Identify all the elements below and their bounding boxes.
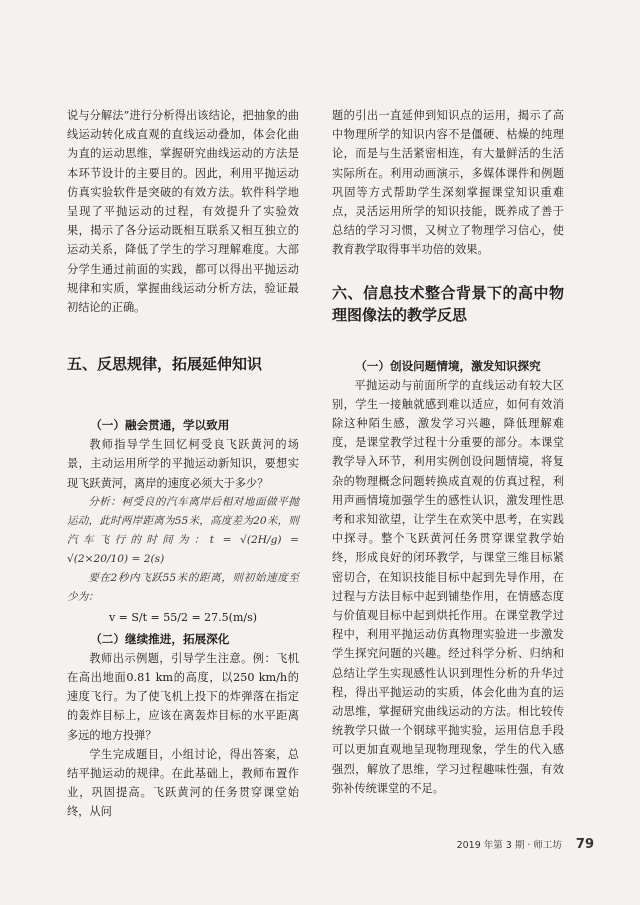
section-heading-5: 五、反思规律，拓展延伸知识 bbox=[67, 355, 263, 374]
page-number: 79 bbox=[575, 837, 594, 852]
paragraph: 教师出示例题，引导学生注意。例：飞机在高出地面0.81 km的高度，以250 km/h的速度飞行。为了使飞机上投下的炸弹落在指定的轰炸目标上，应该在离轰炸目标的水平距离多远的地方投弹？ bbox=[67, 651, 299, 742]
section-heading-6: 六、信息技术整合背景下的高中物理图像法的教学反思 bbox=[332, 283, 564, 324]
issue-label: 2019 年第 3 期 · 师工坊 bbox=[456, 840, 562, 851]
velocity-formula: v = S/t = 55/2 = 27.5(m/s) bbox=[108, 610, 258, 624]
paragraph: 说与分解法”进行分析得出该结论，把抽象的曲线运动转化成直观的直线运动叠加，体会化曲为直的运动思维，掌握研究曲线运动的方法是本环节设计的主要目的。因此，利用平抛运动仿真实验软件是突破的有效方法。软件科学地呈现了平抛运动的过程，有效提升了实验效果，揭示了各分运动既相互联系又相互独立的运动关系，降低了学生的学习理解难度。大部分学生通过前面的实践，都可以得出平抛运动规律和实质，掌握曲线运动分析方法，验证最初结论的正确。 bbox=[67, 109, 299, 315]
right-column bbox=[332, 106, 564, 798]
subsection-heading: （一）融会贯通，学以致用 bbox=[90, 418, 230, 433]
paragraph: 题的引出一直延伸到知识点的运用，揭示了高中物理所学的知识内容不是僵硬、枯燥的纯理论，而是与生活紧密相连，有大量鲜活的生活实际所在。利用动画演示，多媒体课件和例题巩固等方式帮助学生深刻掌握课堂知识重难点，灵活运用所学的知识技能，既养成了善于总结的学习习惯，又树立了物理学习信心，使教育教学取得事半功倍的效果。 bbox=[332, 109, 564, 257]
analysis-text: 分析：柯受良的汽车离岸后相对地面做平抛运动，此时两岸距离为55米，高度差为20米，则汽车飞行的时间为：t = √(2H/g) = √(2×20/10) = 2(s) bbox=[67, 495, 299, 565]
paragraph: 教师指导学生回忆柯受良飞跃黄河的场景，主动运用所学的平抛运动新知识，要想实现飞跃黄河，离岸的速度必须大于多少？ bbox=[67, 438, 299, 490]
subsection-heading: （二）继续推进，拓展深化 bbox=[90, 631, 230, 646]
paragraph: 平抛运动与前面所学的直线运动有较大区别，学生一接触就感到难以适应，如何有效消除这种陌生感，激发学习兴趣，降低理解难度，是课堂教学过程十分重要的部分。本课堂教学导入环节，利用实例创设问题情境，将复杂的物理概念问题转换成直观的仿真过程，利用声画情境加强学生的感性认识，激发理性思考和求知欲望，让学生在欢笑中思考，在实践中探寻。整个飞跃黄河任务贯穿课堂教学始终，形成良好的闭环教学，与课堂三维目标紧密切合，在知识技能目标中起到先导作用，在过程与方法目标中起到铺垫作用，在情感态度与价值观目标中起到烘托作用。在课堂教学过程中，利用平抛运动仿真物理实验进一步激发学生探究问题的兴趣。经过科学分析、归纳和总结让学生实现感性认识到理性分析的升华过程，得出平抛运动的实质，体会化曲为直的运动思维，掌握研究曲线运动的方法。相比较传统教学只做一个钢球平抛实验，运用信息手段可以更加直观地呈现物理现象，学生的代入感强烈，解放了思维，学习过程趣味性强，有效弥补传统课堂的不足。 bbox=[332, 378, 564, 795]
speed-text: 要在2秒内飞跃55米的距离，则初始速度至少为： bbox=[67, 571, 299, 603]
subsection-heading: （一）创设问题情境，激发知识探究 bbox=[355, 358, 541, 373]
left-column bbox=[67, 106, 299, 822]
page-footer bbox=[457, 837, 594, 852]
paragraph: 学生完成题目，小组讨论，得出答案，总结平抛运动的规律。在此基础上，教师布置作业，巩固提高。飞跃黄河的任务贯穿课堂始终，从问 bbox=[67, 747, 299, 819]
